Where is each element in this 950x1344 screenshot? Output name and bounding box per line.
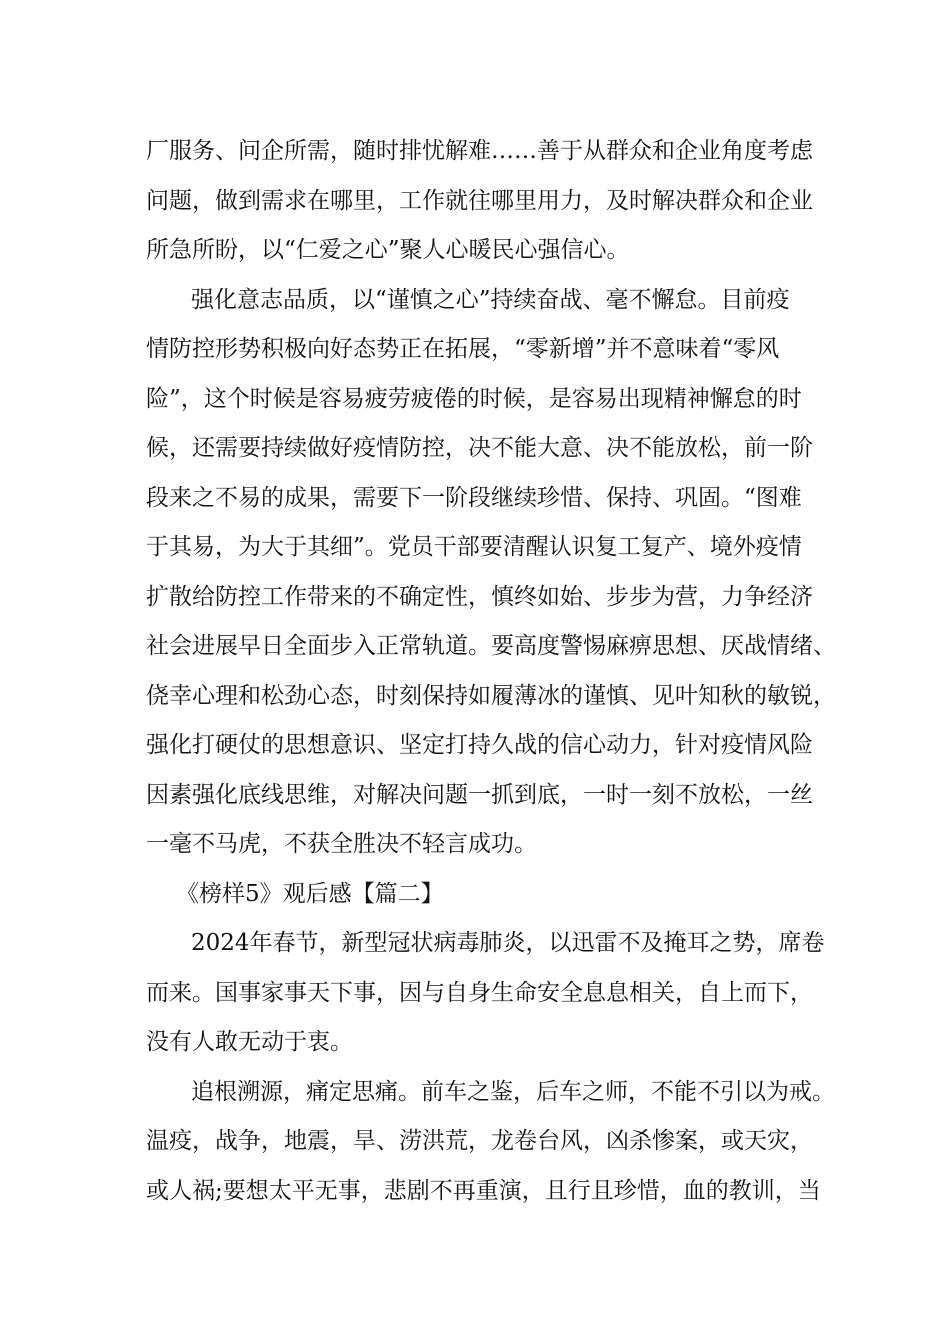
paragraph-line: 险”，这个时候是容易疲劳疲倦的时候，是容易出现精神懈怠的时 (146, 385, 802, 412)
paragraph-line: 扩散给防控工作带来的不确定性，慎终如始、步步为营，力争经济 (146, 583, 813, 610)
paragraph-line: 或人祸;要想太平无事，悲剧不再重演，且行且珍惜，血的教训，当 (146, 1177, 821, 1204)
paragraph-line: 2024年春节，新型冠状病毒肺炎，以迅雷不及掩耳之势，席卷 (191, 930, 825, 956)
paragraph-line: 所急所盼，以“仁爱之心”聚人心暖民心强信心。 (146, 237, 630, 263)
paragraph-line: 问题，做到需求在哪里，工作就往哪里用力，及时解决群众和企业 (146, 187, 813, 214)
paragraph-line: 因素强化底线思维，对解决问题一抓到底，一时一刻不放松，一丝 (146, 781, 813, 808)
paragraph-line: 没有人敢无动于衷。 (146, 1029, 353, 1055)
paragraph-line: 而来。国事家事天下事，因与自身生命安全息息相关，自上而下， (146, 979, 813, 1006)
document-body (146, 127, 836, 1216)
paragraph-line: 候，还需要持续做好疫情防控，决不能大意、决不能放松，前一阶 (146, 435, 813, 461)
section-heading: 《榜样5》观后感【篇二】 (176, 880, 444, 907)
paragraph-line: 强化意志品质，以“谨慎之心”持续奋战、毫不懈怠。目前疫 (191, 286, 790, 313)
paragraph-line: 强化打硬仗的思想意识、坚定打持久战的信心动力，针对疫情风险 (146, 732, 813, 758)
paragraph-line: 追根溯源，痛定思痛。前车之鉴，后车之师，不能不引以为戒。 (191, 1078, 835, 1105)
paragraph-line: 厂服务、问企所需，随时排忧解难……善于从群众和企业角度考虑 (146, 138, 813, 164)
paragraph-line: 情防控形势积极向好态势正在拓展，“零新增”并不意味着“零风 (146, 336, 780, 362)
paragraph-line: 于其易，为大于其细”。党员干部要清醒认识复工复产、境外疫情 (146, 534, 802, 560)
paragraph-line: 温疫，战争，地震，旱、涝洪荒，龙卷台风，凶杀惨案，或天灾， (146, 1128, 813, 1154)
paragraph-line: 一毫不马虎，不获全胜决不轻言成功。 (146, 831, 537, 857)
paragraph-line: 段来之不易的成果，需要下一阶段继续珍惜、保持、巩固。“图难 (146, 484, 802, 511)
paragraph-line: 社会进展早日全面步入正常轨道。要高度警惕麻痹思想、厌战情绪、 (146, 633, 836, 659)
paragraph-line: 侥幸心理和松劲心态，时刻保持如履薄冰的谨慎、见叶知秋的敏锐， (146, 682, 836, 709)
